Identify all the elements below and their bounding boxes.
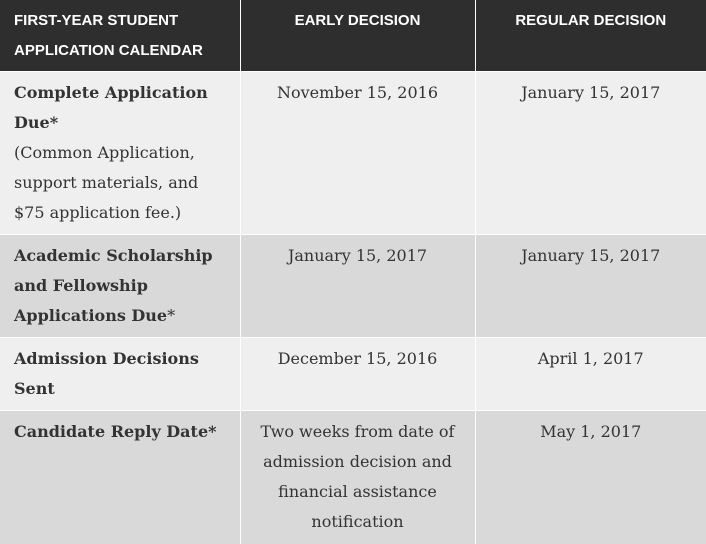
early-decision-date: November 15, 2016 bbox=[240, 72, 475, 235]
row-title: Admission Decisions Sent bbox=[14, 349, 199, 398]
table-row bbox=[0, 338, 706, 411]
early-decision-date: Two weeks from date of admission decision and financial assistance notification bbox=[240, 411, 475, 544]
row-note: (Common Application, support materials, and $75 application fee.) bbox=[14, 143, 199, 222]
table-row bbox=[0, 72, 706, 235]
row-label-cell bbox=[0, 72, 240, 235]
row-label-cell bbox=[0, 235, 240, 338]
row-title: Candidate Reply Date* bbox=[14, 422, 217, 441]
row-title: Academic Scholarship and Fellowship Applications Due bbox=[14, 246, 213, 325]
header-row bbox=[0, 0, 706, 72]
table-row bbox=[0, 411, 706, 544]
regular-decision-date: April 1, 2017 bbox=[475, 338, 706, 411]
row-label-cell bbox=[0, 338, 240, 411]
table-row bbox=[0, 235, 706, 338]
regular-decision-date: January 15, 2017 bbox=[475, 72, 706, 235]
early-decision-date: December 15, 2016 bbox=[240, 338, 475, 411]
header-calendar: FIRST-YEAR STUDENT APPLICATION CALENDAR bbox=[0, 0, 240, 72]
header-early-decision: EARLY DECISION bbox=[240, 0, 475, 72]
regular-decision-date: January 15, 2017 bbox=[475, 235, 706, 338]
header-regular-decision: REGULAR DECISION bbox=[475, 0, 706, 72]
row-label-cell bbox=[0, 411, 240, 544]
regular-decision-date: May 1, 2017 bbox=[475, 411, 706, 544]
early-decision-date: January 15, 2017 bbox=[240, 235, 475, 338]
row-asterisk: * bbox=[167, 306, 176, 325]
row-title: Complete Application Due* bbox=[14, 83, 208, 132]
